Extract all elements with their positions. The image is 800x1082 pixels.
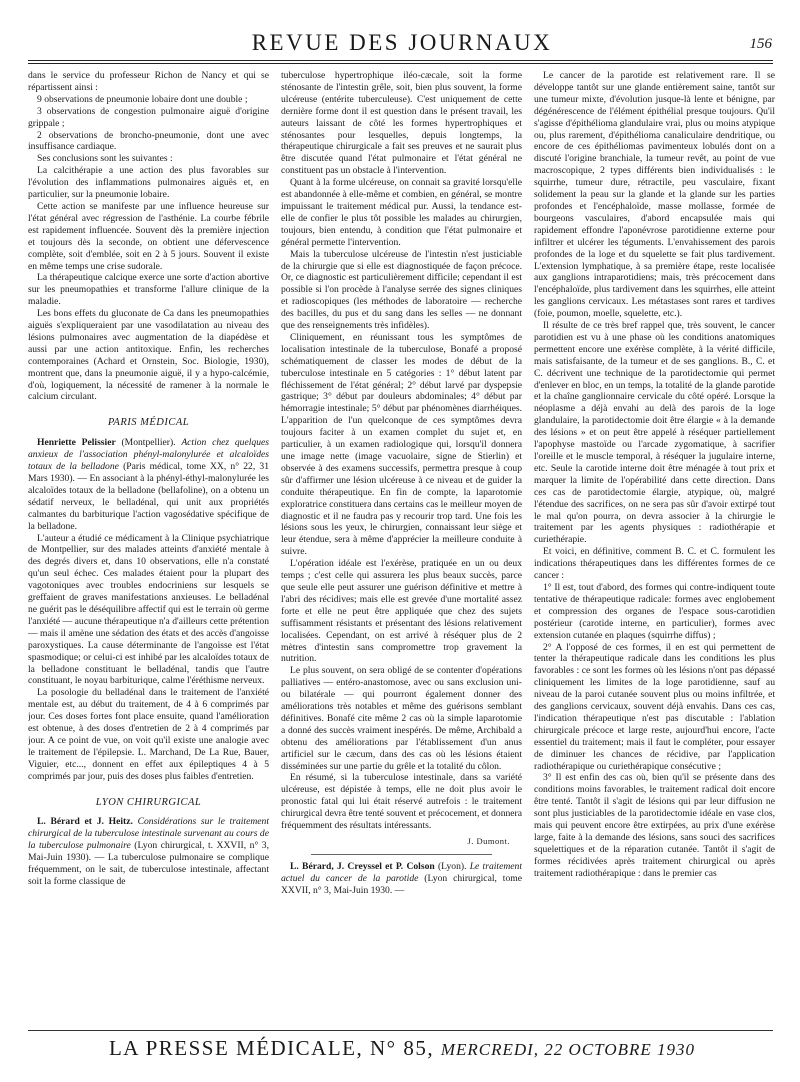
paragraph: Cette action se manifeste par une influence heureuse sur l'état général avec régression de l'asthénie. La courbe fébrile est rapidement influencée. Souvent dès la première injection et toujours dès la seconde, on obtient une défervescence complète, soit d'emblée, soit en 2 à 5 jours. Souvent il existe en même temps une crise sudorale.: [28, 200, 269, 272]
list-item: 3 observations de congestion pulmonaire aiguë d'origine grippale ;: [28, 105, 269, 129]
list-item: 1° Il est, tout d'abord, des formes qui contre-indiquent toute tentative de thérapeutique radicale: formes avec englobement et compression des organes de l'espace sous-carotidien postérieur (carotide interne, en particulier), formes avec extension cutanée en plaques (squirrhe diffus) ;: [534, 581, 775, 641]
article-author: L. Bérard et J. Heitz.: [37, 816, 133, 828]
header-rule-thin: [28, 63, 773, 64]
article-abstract: [281, 861, 522, 897]
list-item: 2 observations de broncho-pneumonie, dont une avec insuffisance cardiaque.: [28, 129, 269, 153]
footer-journal-issue: LA PRESSE MÉDICALE, N° 85,: [108, 1036, 435, 1060]
author-signature: J. Dumont.: [467, 836, 510, 846]
paragraph: Les bons effets du gluconate de Ca dans les pneumopathies aiguës s'expliqueraient par une vasodilatation au niveau des lésions pulmonaires avec augmentation de la diapédèse et aussi par une action antitoxique. Enfin, les recherches contemporaines (Achard et Ornstein, Soc. Biologie, 1930), montrent que, dans la pneumonie aiguë, il y a hypo-calcémie, d'où, logiquement, la nécessité de ramener à la normale le calcium circulant.: [28, 308, 269, 403]
journal-section-title: REVUE DES JOURNAUX: [251, 30, 553, 55]
list-item: 2° A l'opposé de ces formes, il en est qui permettent de tenter la thérapeutique radicale dans les conditions les plus favorables : ce sont les formes où les lésions n'ont pas dépassé cliniquement les limites de la loge parotidienne, sauf au niveau de la paroi cutanée souvent plus ou moins infiltrée, et des ganglions cervicaux, souvent déjà envahis. Dans ces cas, l'indication thérapeutique n'est pas discutable : l'ablation chirurgicale précoce et large reste, aujourd'hui encore, l'acte essentiel du traitement; mais il faut le compléter, pour essayer de diminuer les chances de récidive, par l'application radiothérapique ou curiethérapique consécutive ;: [534, 641, 775, 772]
author-location: (Montpellier).: [115, 437, 182, 449]
section-heading-lyon-chirurgical: LYON CHIRURGICAL: [95, 796, 202, 808]
paragraph: Quant à la forme ulcéreuse, on connait sa gravité lorsqu'elle est abandonnée à elle-même et combien, en général, se montre impuissant le traitement médical pur. Aussi, la tendance est-elle de confier le plus tôt possible les malades au chirurgien, toujours, bien entendu, à condition que l'état pulmonaire et général permette l'intervention.: [281, 177, 522, 248]
paragraph: dans le service du professeur Richon de Nancy et qui se répartissent ainsi :: [28, 70, 269, 93]
page-number: 156: [749, 36, 772, 52]
author-location: (Lyon).: [434, 860, 470, 872]
article-title: Considérations sur le traitement chirurgical de la tuberculose intestinale survenant au cours de la tuberculose pulmonaire: [28, 816, 269, 852]
paragraph: L'opération idéale est l'exérèse, pratiquée en un ou deux temps ; c'est celle qui assurera les plus beaux succès, parce que seule elle peut assurer une guérison définitive et mettre à l'abri des récidives; mais elle est grevée d'une mortalité assez forte et elle ne peut être appliquée que chez des sujets suffisamment résistants et présentant des lésions relativement localisées. Cependant, on est arrivé à réséquer plus de 2 mètres d'intestin sans compromettre trop gravement la nutrition.: [281, 558, 522, 665]
paragraph: Et voici, en définitive, comment B. C. et C. formulent les indications thérapeutiques dans les différentes formes de ce cancer :: [534, 546, 775, 582]
list-item: 3° Il est enfin des cas où, bien qu'il se présente dans des conditions moins favorables, le traitement radical doit encore être tenté. Tantôt il s'agit de lésions qui par leur diffusion ne sont plus justiciables de la parotidectomie idéale en vase clos, mais qui peuvent encore être extirpées, au prix d'une exérèse large, faite à la demande des lésions, sans souci des sacrifices squelettiques et de la réparation cutanée. Tantôt il s'agit de formes récidivées après traitement chirurgical ou après traitement radiothérapique : dans le premier cas: [534, 772, 775, 879]
paragraph: Ses conclusions sont les suivantes :: [37, 153, 173, 165]
paragraph: Mais la tuberculose ulcéreuse de l'intestin n'est justiciable de la chirurgie que si elle est diagnostiquée de façon précoce. Or, ce diagnostic est particulièrement difficile; cependant il est possible si l'on procède à l'analyse serrée des signes cliniques et radioscopiques (les méthodes de laboratoire — recherche des bacilles, du pus et du sang dans les selles — ne donnant que des renseignements très infidèles).: [281, 248, 522, 332]
article-separator: [311, 854, 492, 855]
article-title: Le traitement actuel du cancer de la parotide: [281, 860, 522, 884]
article-columns: [28, 70, 776, 1025]
article-reference: (Lyon chirurgical, t. XXVII, n° 3, Mai-Juin 1930). — La tuberculose pulmonaire se complique fréquemment, on le sait, de tuberculose intestinale, affectant soit la forme classique de: [28, 840, 269, 887]
paragraph: La calcithérapie a une action des plus favorables sur l'évolution des inflammations pulmonaires aiguës et, en particulier, sur la pneumonie lobaire.: [28, 165, 269, 201]
paragraph: Il résulte de ce très bref rappel que, très souvent, le cancer parotidien est vu à une phase où les conditions anatomiques permettent encore une exérèse complète, à la vérité difficile, mais satisfaisante, de la tumeur et de ses ganglions. B., C. et C. décrivent une technique de la parotidectomie qui permet d'enlever en bloc, en un temps, la totalité de la glande parotide et la chaîne ganglionnaire cervicale du côté opéré. Lorsque la néoplasme a déjà envahi au delà des parois de la loge glandulaire, la parotidectomie doit être élargie « à la demande des lésions » et on peut être appelé à réséquer partiellement l'apophyse mastoïde ou l'arcade zygomatique, à sacrifier l'oreille et le muscle temporal, à réséquer la jugulaire interne, etc. Seule la carotide interne doit être ménagée à tout prix et marquer la limite de l'opérabilité dans cette direction. Dans ces cas de parotidectomie élargie, atypique, où, malgré l'étendue des sacrifices, on ne sera pas sûr d'avoir extirpé tout le mal qu'on pourra, on devra associer à la chirurgie le traitement par les agents physiques : radiothérapie et curiethérapie.: [534, 320, 775, 546]
footer-rule: [28, 1030, 773, 1031]
paragraph: La thérapeutique calcique exerce une sorte d'action abortive sur les pneumopathies et transforme l'allure clinique de la maladie.: [28, 272, 269, 308]
paragraph: tuberculose hypertrophique iléo-cæcale, soit la forme sténosante de l'intestin grêle, soit, bien plus souvent, la forme ulcéreuse (entérite tuberculeuse). C'est uniquement de cette dernière forme dont il est question dans le présent travail, les auteurs laissant de côté les formes hypertrophiques et sténosantes pour lesquelles, depuis longtemps, la thérapeutique chirurgicale a fait ses preuves et ne saurait plus être discutée quand l'état pulmonaire et l'état général ne constituent pas un obstacle à l'intervention.: [281, 70, 522, 177]
column-3: [534, 70, 775, 1025]
article-abstract: [28, 816, 269, 887]
page-footer: [28, 1036, 776, 1061]
article-reference: (Paris médical, tome XX, n° 22, 31 Mars 1930). — En associant à la phényl-éthyl-malonylurée les alcaloïdes totaux de la belladone (bellafoline), on a obtenu un sédatif nerveux, le belladénal, qui unit aux propriétés calmantes du barbiturique l'action vagosédative spécifique de la belladone.: [28, 461, 269, 532]
page-header: [28, 28, 776, 58]
paragraph: Cliniquement, en réunissant tous les symptômes de localisation intestinale de la tuberculose, Bonafé a proposé schématiquement de classer les modes de début de la tuberculose intestinale en 5 catégories : 1° début latent par fléchissement de l'état général; 2° début larvé par dyspepsie gastrique; 3° début par douleurs abdominales; 4° début par hémorragie intestinale; 5° début par phénomènes diarrhéiques. L'apparition de l'un quelconque de ces symptômes devra toujours faciter à un examen complet du sujet et, en particulier, à un examen radiologique qui, lorsqu'il donnera une image nette (image vacuolaire, signe de Stierlin) et observée à des examens successifs, permettra presque à coup sûr d'affirmer une lésion ulcéreuse à ce niveau et de guider la conduite thérapeutique. En fin de compte, la laparotomie exploratrice constituera dans certains cas le meilleur moyen de diagnostic et il ne faudra pas y recourir trop tard. Une fois les lésions sous les yeux, le chirurgien, connaissant leur siège et leur étendue, sera à même d'apprécier la meilleure conduite à suivre.: [281, 331, 522, 558]
list-item: 9 observations de pneumonie lobaire dont une double ;: [37, 93, 248, 105]
column-1: [28, 70, 269, 1025]
article-author: L. Bérard, J. Creyssel et P. Colson: [290, 860, 435, 872]
article-title: Action chez quelques anxieux de l'association phényl-malonylurée et alcaloïdes totaux de la belladone: [28, 437, 269, 473]
article-abstract: [28, 437, 269, 532]
section-heading-paris-medical: PARIS MÉDICAL: [107, 417, 190, 429]
header-rule: [28, 60, 773, 61]
paragraph: La posologie du belladénal dans le traitement de l'anxiété mentale est, au début du traitement, de 4 à 6 comprimés par jour. Ces doses fortes font place ensuite, quand l'amélioration est obtenue, à des doses d'entretien de 2 à 4 comprimés par jour. A ce point de vue, on voit qu'il existe une analogie avec le traitement de l'épilepsie. L. Marchand, De La Rue, Bauer, Viguier, etc..., donnent en effet aux épileptiques 4 à 5 comprimés par jour, puis des doses plus faibles d'entretien.: [28, 687, 269, 782]
footer-date: MERCREDI, 22 OCTOBRE 1930: [440, 1040, 695, 1059]
article-reference: (Lyon chirurgical, tome XXVII, n° 3, Mai-Juin 1930. —: [281, 872, 522, 896]
paragraph: En résumé, si la tuberculose intestinale, dans sa variété ulcéreuse, est dépistée à temps, elle ne doit plus avoir le pronostic fatal qui lui était réservé autrefois : le traitement chirurgical devra être tenté souvent et précocement, et donnera fréquemment des résultats intéressants.: [281, 772, 522, 832]
paragraph: Le cancer de la parotide est relativement rare. Il se développe tantôt sur une glande entièrement saine, tantôt sur une tumeur mixte, d'évolution jusque-là lente et bénigne, par dégénérescence de l'élément épithélial presque toujours. Qu'il s'agisse d'épithélioma glandulaire vrai, plus ou moins atypique ou, plus rarement, d'épithélioma canaliculaire dendritique, ou encore de ces épithéliomas pavimenteux lobulés dont on a discuté l'origine branchiale, la tumeur revêt, au point de vue macroscopique, 2 types différents bien individualisés : le squirrhe, tumeur dure, rétractile, peu vasculaire, fixant solidement la peau sur la glande et la glande sur les parties profondes et l'encéphaloïde, masse mollasse, formée de bourgeons vasculaires, d'abord encapsulée mais qui rapidement effondre l'aponévrose parotidienne externe pour infiltrer et ulcérer les téguments. L'envahissement des parois profondes de la loge et du squelette se fait plus tardivement. L'extension lymphatique, à sa première étape, reste localisée aux ganglions intraparotidiens; mais, très précocement dans l'encéphaloïde, plus tardivement dans les squirrhes, elle atteint les ganglions cervicaux. Les métastases sont rares et tardives (foie, poumon, moelle, squelette, etc.).: [534, 70, 775, 320]
article-author: Henriette Pelissier: [37, 437, 116, 449]
paragraph: L'auteur a étudié ce médicament à la Clinique psychiatrique de Montpellier, sur des malades atteints d'anxiété mentale à des degrés divers et, dans 10 observations, elle n'a constaté qu'un seul échec. Ces malades étaient pour la plupart des vagotoniques avec troubles endocriniens sur lesquels se greffaient de graves manifestations anxieuses. Le belladénal ne guérit pas le déséquilibre affectif qui est le terrain où germe l'anxiété — aucune thérapeutique n'a d'ailleurs cette prétention — mais il amène une sédation des états et des accès d'angoisse paroxystiques. La cause déterminante de l'angoisse est l'état spasmodique; or celui-ci est inhibé par les alcaloïdes totaux de la belladone constituant le belladénal, tandis que l'autre constituant, le noyau barbiturique, calme l'éréthisme nerveux.: [28, 532, 269, 687]
column-2: [281, 70, 522, 1025]
paragraph: Le plus souvent, on sera obligé de se contenter d'opérations palliatives — entéro-anastomose, avec ou sans exclusion uni- ou bilatérale — qui pourront également donner des améliorations très notables et même des guérisons semblant définitives. Bonafé cite même 2 cas où la simple laparotomie a donné des succès vraiment inespérés. De même, Archibald a obtenu des améliorations par l'établissement d'un anus artificiel sur le cæcum, dans des cas où les lésions étaient disséminées sur une partie du grêle et la totalité du côlon.: [281, 665, 522, 772]
